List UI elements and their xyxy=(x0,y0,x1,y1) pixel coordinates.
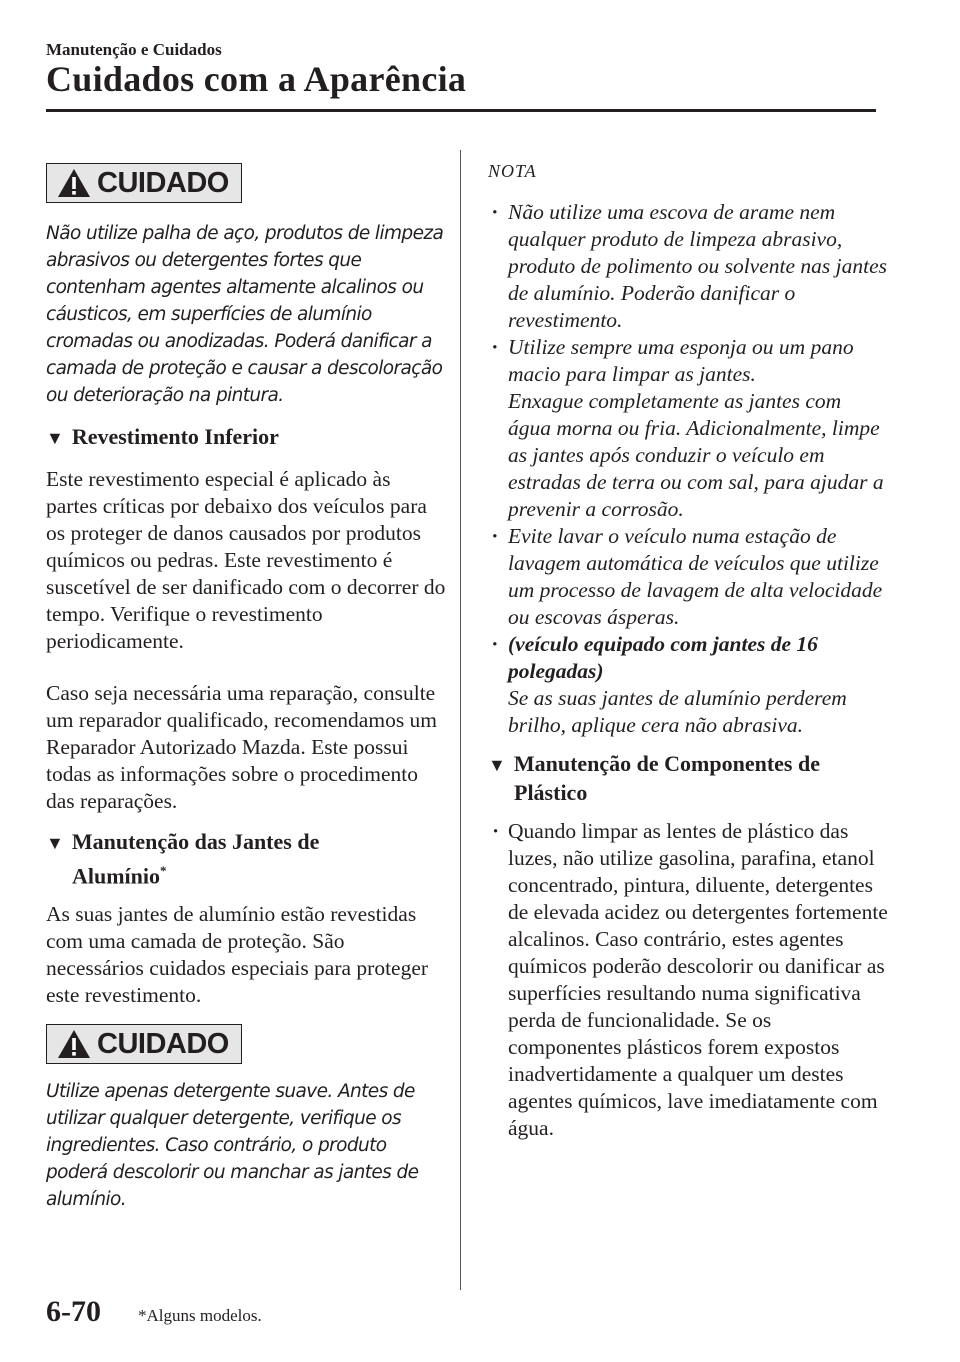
triangle-marker-icon: ▼ xyxy=(488,755,506,775)
paragraph: As suas jantes de alumínio estão revestidas com uma camada de proteção. São necessários cuidados especiais para proteger este revestimento. xyxy=(46,902,429,1007)
nota-title: NOTA xyxy=(488,161,537,181)
list-item-text: Utilize sempre uma esponja ou um pano macio para limpar as jantes. xyxy=(508,335,854,386)
caution-label: CUIDADO xyxy=(97,166,229,199)
triangle-marker-icon: ▼ xyxy=(46,428,64,448)
heading-text: Manutenção de Componentes de xyxy=(513,751,820,776)
heading-revestimento xyxy=(46,423,279,452)
page-title: Cuidados com a Aparência xyxy=(46,59,467,99)
list-item: · Quando limpar as lentes de plástico das luzes, não utilize gasolina, parafina, etanol concentrado, pintura, diluente, detergentes de elevada acidez ou detergentes fortemente alcalinos. Caso contrário, estes agentes químicos poderão descolorir ou danificar as superfícies resultando numa significativa perda de funcionalidade. Se os componentes plásticos forem expostos inadvertidamente a qualquer um destes agentes químicos, lave imediatamente com água. xyxy=(488,818,888,1142)
triangle-marker-icon: ▼ xyxy=(46,833,64,853)
caution-badge xyxy=(46,1024,242,1064)
section-label: Manutenção e Cuidados xyxy=(46,40,222,59)
heading-plastico xyxy=(488,750,888,807)
nota-list xyxy=(488,199,888,739)
heading-jantes xyxy=(46,828,319,890)
warning-icon xyxy=(57,1029,91,1059)
heading-text: Plástico xyxy=(514,780,588,805)
caution-text: Não utilize palha de aço, produtos de limpeza abrasivos ou detergentes fortes que contenham agentes altamente alcalinos ou cáusticos, em superfícies de alumínio cromadas ou anodizadas. Poderá danificar a camada de proteção e causar a descoloração ou deterioração na pintura. xyxy=(46,223,444,406)
heading-text: Alumínio xyxy=(72,863,161,889)
paragraph: Este revestimento especial é aplicado às partes críticas por debaixo dos veículos para os proteger de danos causados por produtos químicos ou pedras. Este revestimento é suscetível de ser danificado com o decorrer do tempo. Verifique o revestimento periodicamente. xyxy=(46,467,446,653)
footnote: *Alguns modelos. xyxy=(138,1306,262,1325)
list-item: · Evite lavar o veículo numa estação de lavagem automática de veículos que utilize um processo de lavagem de alta velocidade ou escovas ásperas. xyxy=(488,523,888,631)
heading-text: Revestimento Inferior xyxy=(71,424,279,449)
list-item: · Não utilize uma escova de arame nem qualquer produto de limpeza abrasivo, produto de polimento ou solvente nas jantes de alumínio. Poderão danificar o revestimento. xyxy=(488,199,888,334)
list-item-text: · (veículo equipado com jantes de 16 polegadas) xyxy=(508,632,818,683)
caution-text: Utilize apenas detergente suave. Antes de utilizar qualquer detergente, verifique os ingredientes. Caso contrário, o produto poderá descolorir ou manchar as jantes de alumínio. xyxy=(46,1081,419,1210)
list-item xyxy=(488,631,888,739)
list-item xyxy=(488,334,888,523)
list-item-text: Se as suas jantes de alumínio perderem brilho, aplique cera não abrasiva. xyxy=(508,686,847,737)
column-divider xyxy=(460,150,461,1290)
title-divider xyxy=(46,109,876,112)
plastico-list xyxy=(488,818,888,1142)
caution-badge xyxy=(46,163,242,203)
paragraph: Caso seja necessária uma reparação, consulte um reparador qualificado, recomendamos um Reparador Autorizado Mazda. Este possui todas as informações sobre o procedimento das reparações. xyxy=(46,681,438,813)
footnote-mark: * xyxy=(160,863,167,878)
caution-label: CUIDADO xyxy=(97,1027,229,1060)
warning-icon xyxy=(57,168,91,198)
heading-text: Manutenção das Jantes de xyxy=(71,829,320,854)
list-item-text: Enxague completamente as jantes com água morna ou fria. Adicionalmente, limpe as jantes após conduzir o veículo em estradas de terra ou com sal, para ajudar a prevenir a corrosão. xyxy=(508,389,884,521)
page-number: 6-70 xyxy=(46,1295,101,1328)
